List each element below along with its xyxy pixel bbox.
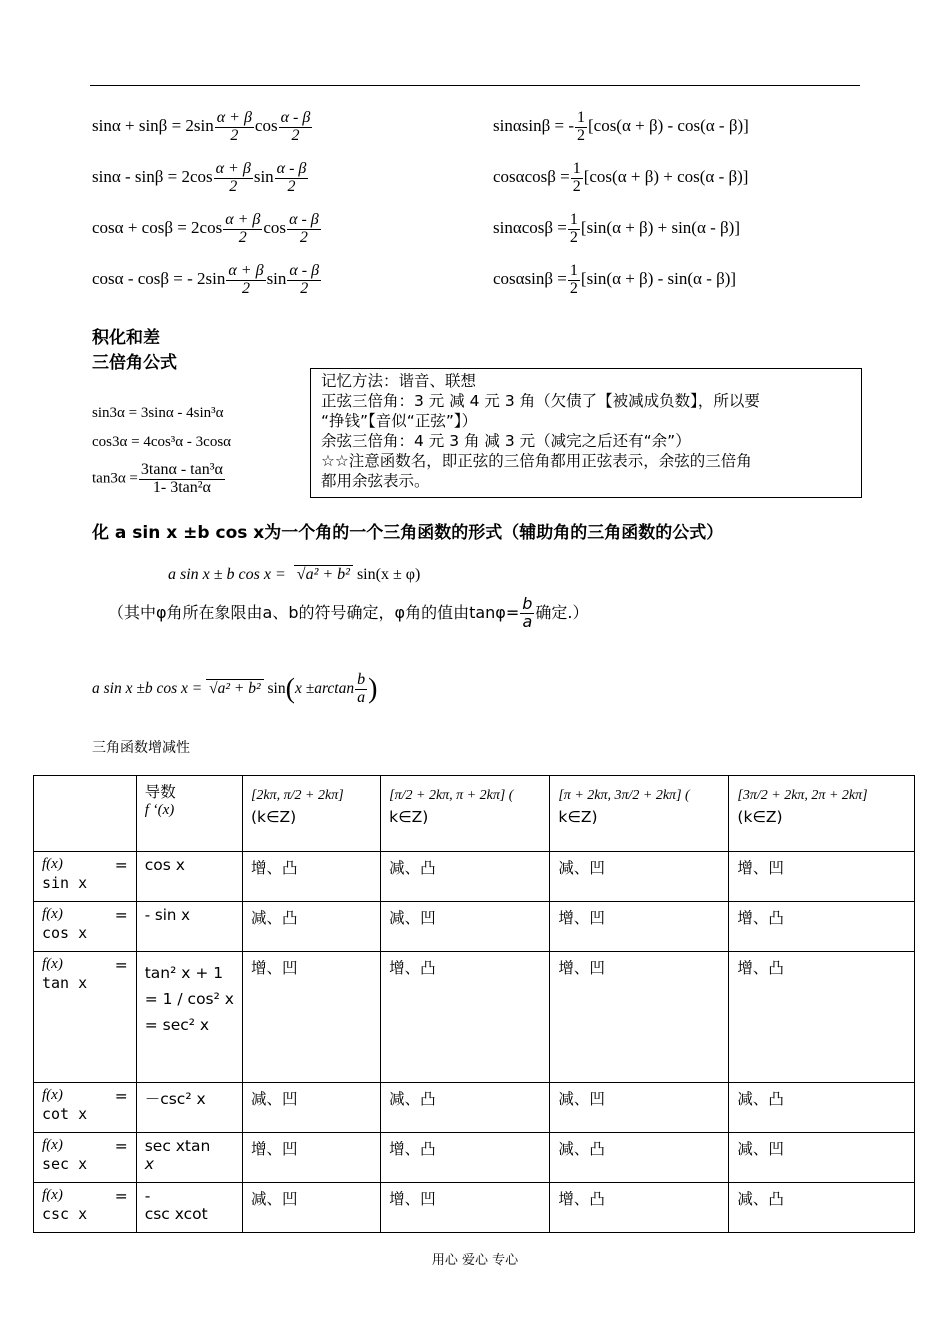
header-interval-1: [2kπ, π/2 + 2kπ] (k∈Z) [242,776,380,852]
table-row [34,852,915,902]
value-cell: 减、凹 [242,1083,380,1133]
header-interval-3: [π + 2kπ, 3π/2 + 2kπ] ( k∈Z) [550,776,729,852]
function-cell: f(x) = csc x [34,1183,137,1233]
value-cell: 减、凹 [729,1133,915,1183]
header-deriv-symbol: f ‘(x) [144,802,175,818]
formula-product-3: sinαcosβ = $\frac{1}{2}$ [sin(α + β) + sin(α - β)] [493,211,740,246]
formula-product-1: sinαsinβ = - $\frac{1}{2}$ [cos(α + β) - cos(α - β)] [493,109,749,144]
function-cell: f(x) = cos x [34,902,137,952]
table-row [34,1083,915,1133]
value-cell: 减、凹 [242,1183,380,1233]
derivative-cell: - csc xcot [136,1183,242,1233]
value-cell: 增、凹 [242,952,380,1083]
value-cell: 增、凸 [729,902,915,952]
header-interval-4: [3π/2 + 2kπ, 2π + 2kπ] (k∈Z) [729,776,915,852]
function-cell: f(x) = cot x [34,1083,137,1133]
value-cell: 增、凸 [381,1133,550,1183]
function-cell: f(x) = sec x [34,1133,137,1183]
aux-formula: a sin x ± b cos x = √a² + b² sin(x ± φ) [168,566,421,583]
value-cell: 减、凸 [729,1083,915,1133]
value-cell: 增、凹 [550,902,729,952]
formula-sum-4: cosα - cosβ = - 2sin $\frac{\alpha + \beta}{2}$ sin $\frac{\alpha - \beta}{2}$ [92,262,320,297]
value-cell: 减、凸 [550,1133,729,1183]
triple-sin: sin3α = 3sinα - 4sin³α [92,405,224,421]
page-footer: 用心 爱心 专心 [431,1253,519,1268]
header-deriv-label: 导数 [144,783,176,801]
value-cell: 减、凸 [381,1083,550,1133]
value-cell: 增、凸 [242,852,380,902]
header-empty [34,776,137,852]
derivative-cell: - sin x [136,902,242,952]
function-cell: f(x) = sin x [34,852,137,902]
value-cell: 增、凹 [550,952,729,1083]
formula-sum-2: sinα - sinβ = 2cos $\frac{\alpha + \beta}{2}$ sin $\frac{\alpha - \beta}{2}$ [92,160,307,195]
value-cell: 增、凸 [550,1183,729,1233]
value-cell: 减、凸 [729,1183,915,1233]
table-row [34,1183,915,1233]
table-header-row [34,776,915,852]
aux-note: （其中φ角所在象限由a、b的符号确定，φ角的值由tanφ= $\frac{b}{a}$ 确定.） [108,594,589,631]
memo-line: 都用余弦表示。 [321,472,430,490]
memo-line: ☆☆注意函数名，即正弦的三倍角都用正弦表示，余弦的三倍角 [321,452,752,470]
formula-product-4: cosαsinβ = $\frac{1}{2}$ [sin(α + β) - sin(α - β)] [493,262,737,297]
derivative-cell: tan² x + 1 = 1 / cos² x = sec² x [136,952,242,1083]
formula-product-2: cosαcosβ = $\frac{1}{2}$ [cos(α + β) + cos(α - β)] [493,160,749,195]
triple-tan: tan3α = $\frac{\text{3tanα - tan³α}}{\text{1- 3tan²α}}$ [92,461,223,496]
value-cell: 减、凹 [550,1083,729,1133]
table-row [34,902,915,952]
memo-line: “挣钱”【音似“正弦”】） [321,412,478,430]
heading-product-to-sum: 积化和差 [92,328,160,348]
header-interval-2: [π/2 + 2kπ, π + 2kπ] ( k∈Z) [381,776,550,852]
value-cell: 减、凸 [242,902,380,952]
memo-line: 记忆方法：谐音、联想 [321,372,477,390]
value-cell: 增、凸 [381,952,550,1083]
value-cell: 减、凹 [550,852,729,902]
derivative-cell: sec xtan x [136,1133,242,1183]
value-cell: 减、凸 [381,852,550,902]
memo-line: 余弦三倍角：4 元 3 角 减 3 元（减完之后还有“余”） [321,432,691,450]
memo-box [310,368,862,498]
top-rule [90,85,860,86]
monotonicity-table [33,775,915,1233]
value-cell: 减、凹 [381,902,550,952]
table-caption: 三角函数增减性 [92,740,190,756]
value-cell: 增、凸 [729,952,915,1083]
derivative-cell: cos x [136,852,242,902]
triple-cos: cos3α = 4cos³α - 3cosα [92,434,232,450]
formula-sum-1: sinα + sinβ = 2sin $\frac{\alpha + \beta}{2}$ cos $\frac{\alpha - \beta}{2}$ [92,109,311,144]
value-cell: 增、凹 [242,1133,380,1183]
table-row [34,952,915,1083]
value-cell: 增、凹 [729,852,915,902]
formula-sum-3: cosα + cosβ = 2cos $\frac{\alpha + \beta}{2}$ cos $\frac{\alpha - \beta}{2}$ [92,211,319,246]
memo-line: 正弦三倍角：3 元 减 4 元 3 角（欠债了【被减成负数】，所以要 [321,392,760,410]
derivative-cell: －csc² x [136,1083,242,1133]
function-cell: f(x) = tan x [34,952,137,1083]
header-derivative [136,776,242,852]
heading-auxiliary-angle: 化 a sin x ±b cos x为一个角的一个三角函数的形式（辅助角的三角函数的公式） [92,523,724,543]
value-cell: 增、凹 [381,1183,550,1233]
table-row [34,1133,915,1183]
aux-formula-arctan: a sin x ±b cos x = √a² + b² sin(x ±arctan $\frac{b}{a}$ ) [92,671,378,706]
heading-triple-angle: 三倍角公式 [92,353,177,373]
